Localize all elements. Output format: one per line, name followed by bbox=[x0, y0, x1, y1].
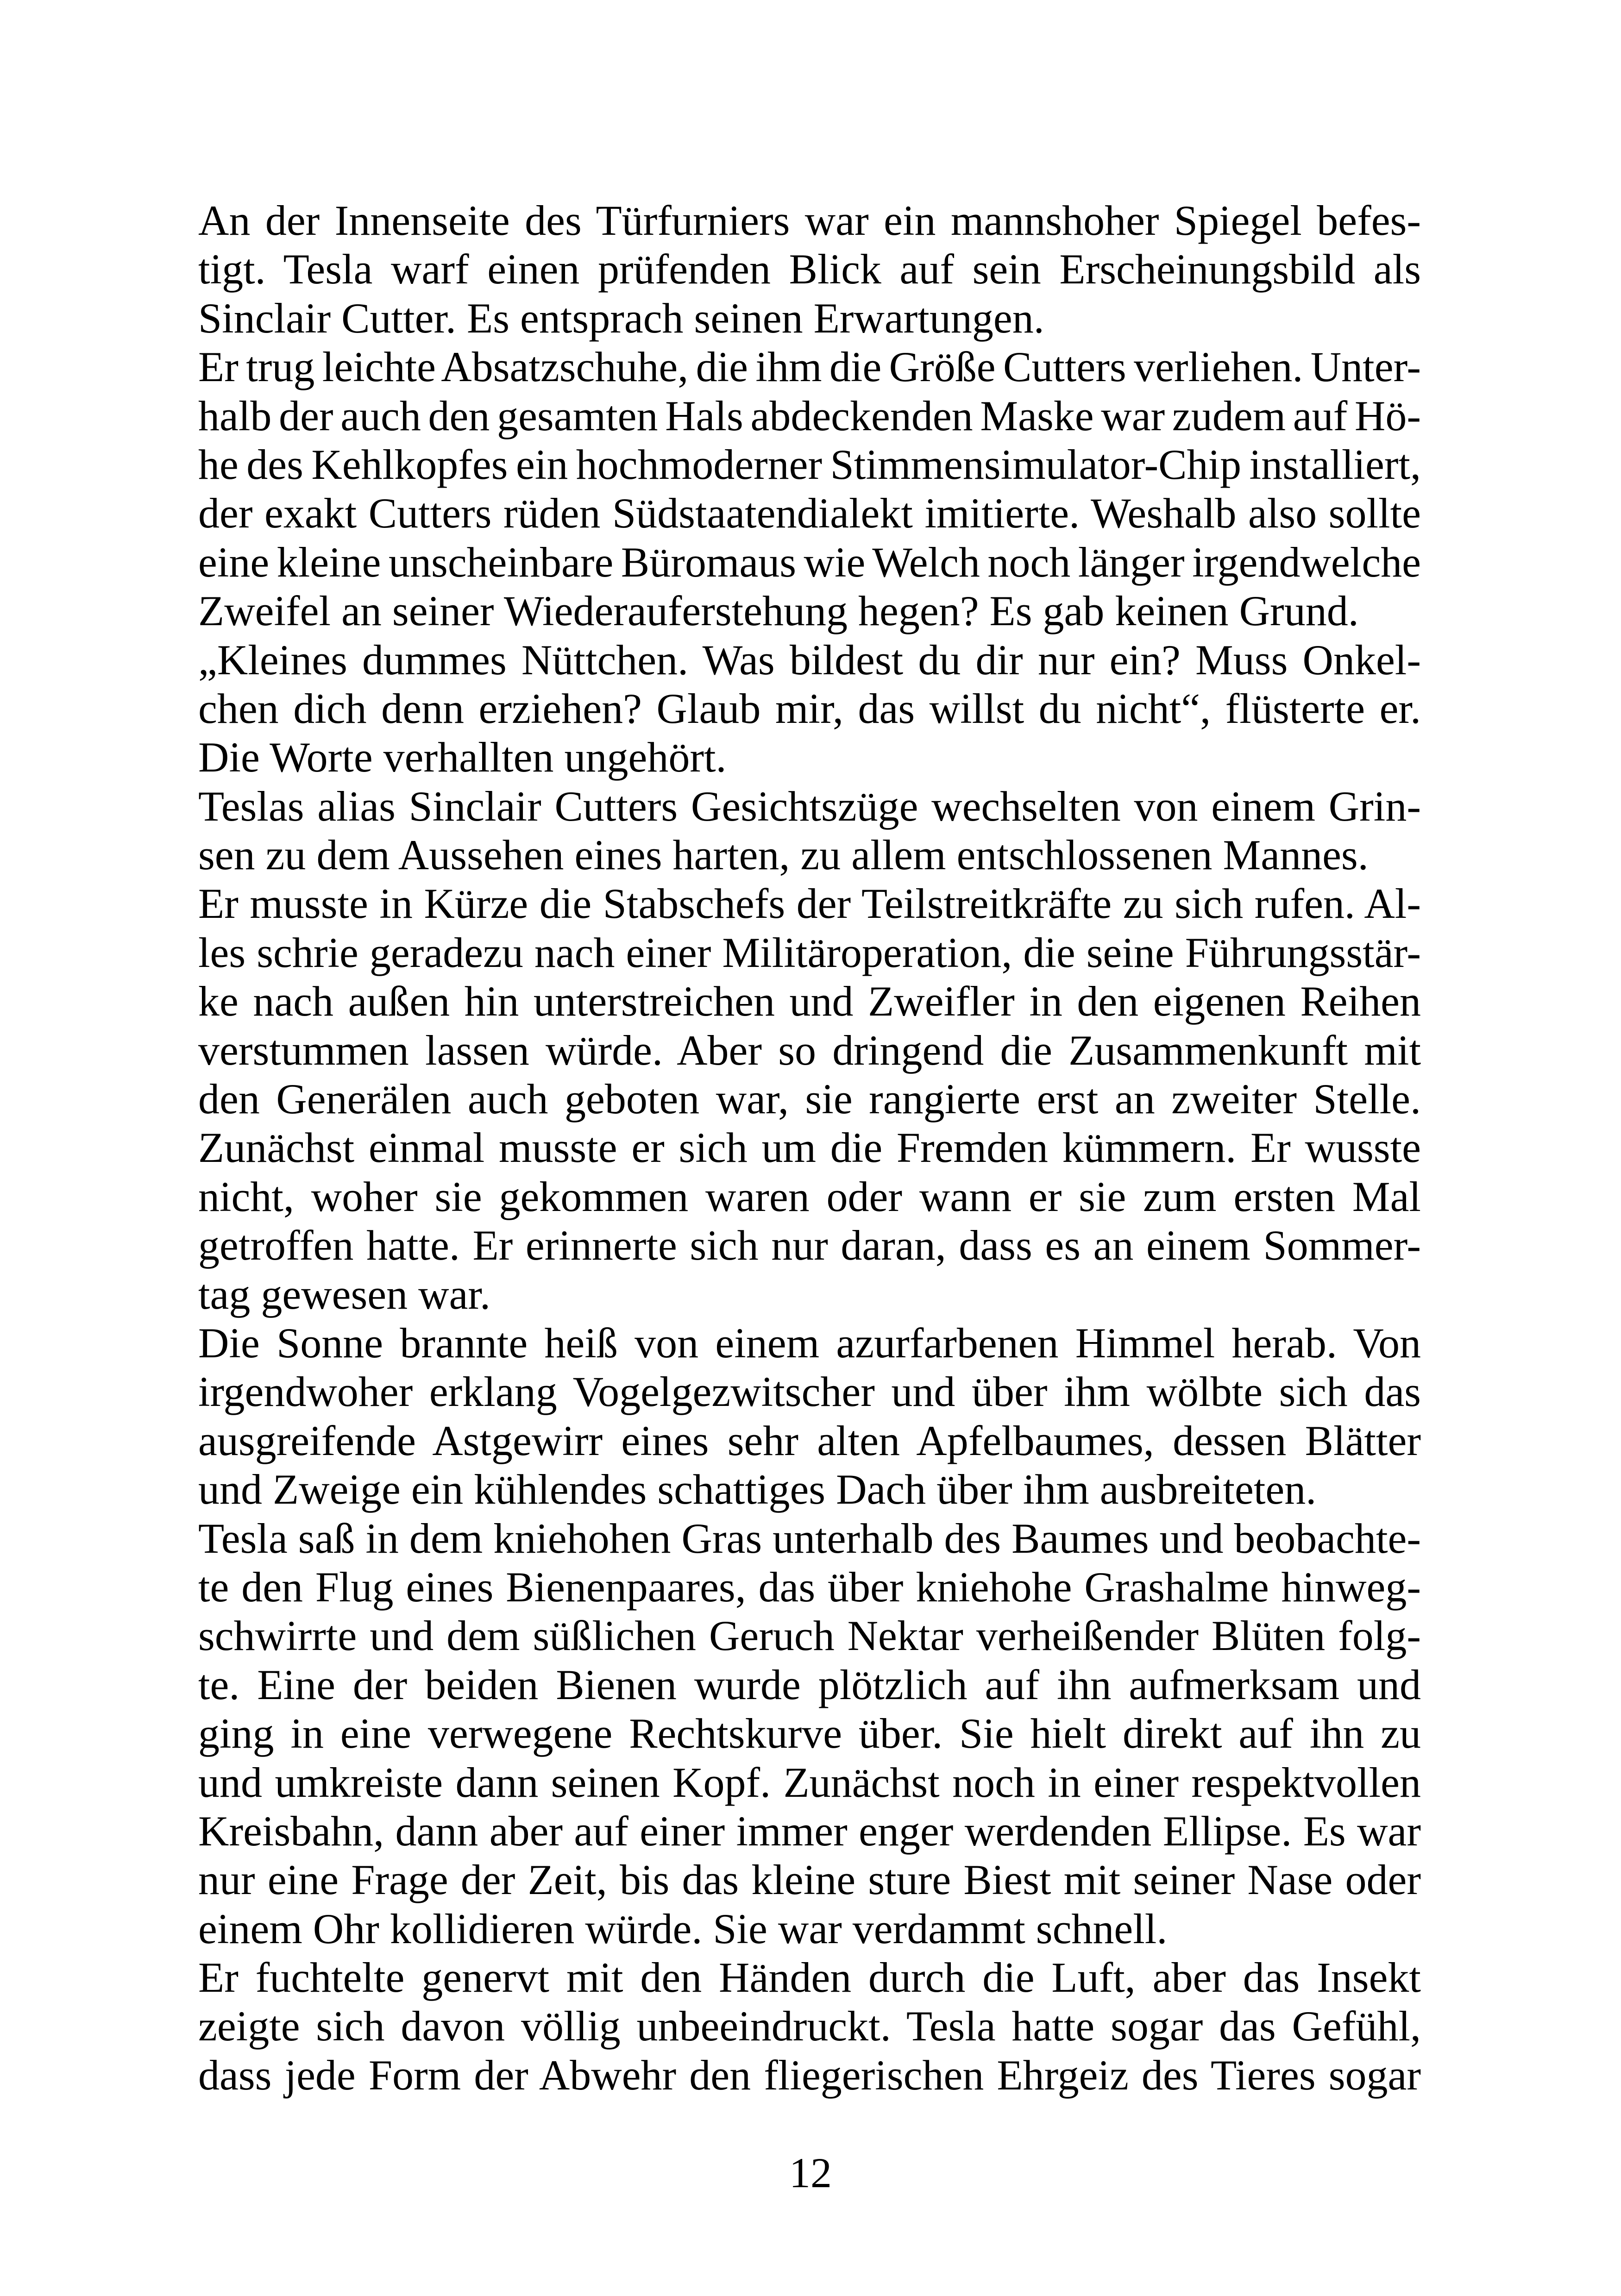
text-line: irgendwoher erklang Vogelgezwitscher und über ihm wölbte sich das bbox=[198, 1368, 1421, 1416]
text-line: und Zweige ein kühlendes schattiges Dach über ihm ausbreiteten. bbox=[198, 1466, 1317, 1513]
text-line: Zunächst einmal musste er sich um die Fremden kümmern. Er wusste bbox=[198, 1124, 1421, 1172]
paragraph bbox=[198, 782, 1421, 880]
text-line: halb der auch den gesamten Hals abdeckenden Maske war zudem auf Hö- bbox=[198, 392, 1421, 439]
text-line: der exakt Cutters rüden Südstaatendialekt imitierte. Weshalb also sollte bbox=[198, 489, 1421, 537]
text-line: Er trug leichte Absatzschuhe, die ihm die Größe Cutters verliehen. Unter- bbox=[198, 343, 1421, 391]
text-line: ausgreifende Astgewirr eines sehr alten Apfelbaumes, dessen Blätter bbox=[198, 1417, 1421, 1464]
text-line: getroffen hatte. Er erinnerte sich nur daran, dass es an einem Sommer- bbox=[198, 1222, 1421, 1269]
text-line: tag gewesen war. bbox=[198, 1270, 490, 1318]
text-line: einem Ohr kollidieren würde. Sie war verdammt schnell. bbox=[198, 1905, 1168, 1952]
paragraph bbox=[198, 1953, 1421, 2100]
paragraph bbox=[198, 1319, 1421, 1514]
text-line: Zweifel an seiner Wiederauferstehung hegen? Es gab keinen Grund. bbox=[198, 587, 1359, 635]
text-line: te den Flug eines Bienenpaares, das über kniehohe Grashalme hinweg- bbox=[198, 1563, 1421, 1611]
text-line: Sinclair Cutter. Es entsprach seinen Erwartungen. bbox=[198, 294, 1044, 342]
text-line: Kreisbahn, dann aber auf einer immer enger werdenden Ellipse. Es war bbox=[198, 1807, 1421, 1855]
text-line: les schrie geradezu nach einer Militäroperation, die seine Führungsstär- bbox=[198, 928, 1421, 976]
text-line: und umkreiste dann seinen Kopf. Zunächst noch in einer respektvollen bbox=[198, 1758, 1421, 1806]
text-line: nicht, woher sie gekommen waren oder wann er sie zum ersten Mal bbox=[198, 1173, 1421, 1220]
text-line: Er fuchtelte genervt mit den Händen durch die Luft, aber das Insekt bbox=[198, 1954, 1421, 2001]
paragraph bbox=[198, 1514, 1421, 1954]
text-line: verstummen lassen würde. Aber so dringend die Zusammenkunft mit bbox=[198, 1026, 1421, 1074]
text-line: ging in eine verwegene Rechtskurve über. Sie hielt direkt auf ihn zu bbox=[198, 1710, 1421, 1757]
paragraph bbox=[198, 343, 1421, 635]
paragraph bbox=[198, 196, 1421, 343]
paragraph bbox=[198, 636, 1421, 782]
text-line: „Kleines dummes Nüttchen. Was bildest du dir nur ein? Muss Onkel- bbox=[198, 636, 1421, 684]
text-line: Er musste in Kürze die Stabschefs der Teilstreitkräfte zu sich rufen. Al- bbox=[198, 880, 1421, 928]
page-number: 12 bbox=[789, 2149, 832, 2196]
text-line: Teslas alias Sinclair Cutters Gesichtszüge wechselten von einem Grin- bbox=[198, 782, 1421, 830]
text-line: te. Eine der beiden Bienen wurde plötzlich auf ihn aufmerksam und bbox=[198, 1661, 1421, 1708]
text-line: eine kleine unscheinbare Büromaus wie Welch noch länger irgendwelche bbox=[198, 538, 1421, 586]
text-line: Tesla saß in dem kniehohen Gras unterhalb des Baumes und beobachte- bbox=[198, 1514, 1421, 1562]
text-line: Die Worte verhallten ungehört. bbox=[198, 734, 727, 781]
text-line: den Generälen auch geboten war, sie rangierte erst an zweiter Stelle. bbox=[198, 1075, 1421, 1123]
text-line: ke nach außen hin unterstreichen und Zweifler in den eigenen Reihen bbox=[198, 978, 1421, 1025]
text-line: schwirrte und dem süßlichen Geruch Nektar verheißender Blüten folg- bbox=[198, 1612, 1421, 1660]
text-line: dass jede Form der Abwehr den fliegerischen Ehrgeiz des Tieres sogar bbox=[198, 2051, 1421, 2099]
text-line: he des Kehlkopfes ein hochmoderner Stimmensimulator-Chip installiert, bbox=[198, 440, 1421, 488]
text-line: nur eine Frage der Zeit, bis das kleine sture Biest mit seiner Nase oder bbox=[198, 1856, 1421, 1904]
text-line: sen zu dem Aussehen eines harten, zu allem entschlossenen Mannes. bbox=[198, 831, 1369, 879]
text-line: An der Innenseite des Türfurniers war ein mannshoher Spiegel befes- bbox=[198, 197, 1421, 244]
text-line: Die Sonne brannte heiß von einem azurfarbenen Himmel herab. Von bbox=[198, 1319, 1421, 1367]
text-line: chen dich denn erziehen? Glaub mir, das willst du nicht“, flüsterte er. bbox=[198, 684, 1421, 732]
paragraph bbox=[198, 879, 1421, 1319]
text-line: tigt. Tesla warf einen prüfenden Blick auf sein Erscheinungsbild als bbox=[198, 245, 1421, 293]
body-text bbox=[198, 196, 1421, 2100]
text-line: zeigte sich davon völlig unbeeindruckt. Tesla hatte sogar das Gefühl, bbox=[198, 2002, 1421, 2050]
